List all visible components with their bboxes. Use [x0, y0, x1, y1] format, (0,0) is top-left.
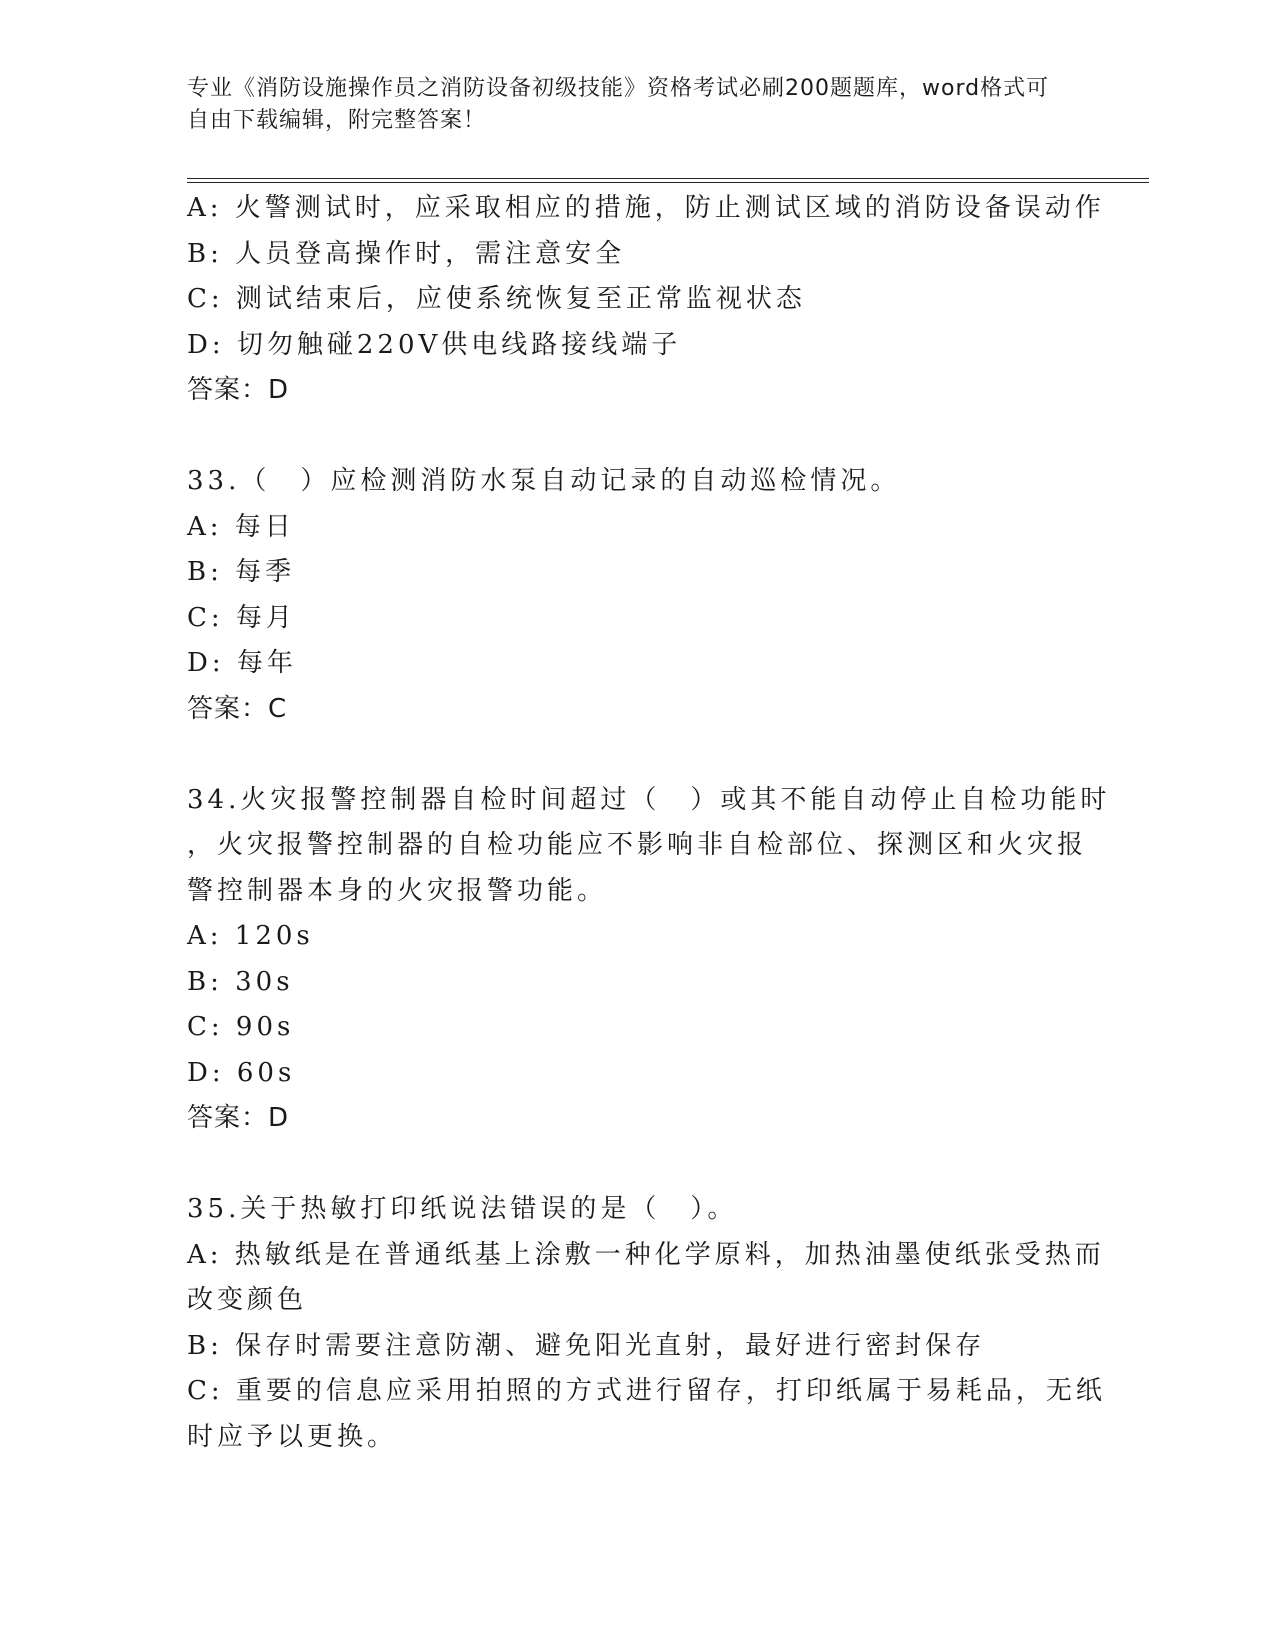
- option-c: C: 90s: [187, 1012, 295, 1042]
- option-a: A: 每日: [187, 511, 295, 542]
- question-text-line-1: 34.火灾报警控制器自检时间超过（ ）或其不能自动停止自检功能时: [187, 784, 1111, 815]
- option-a-line-2: 改变颜色: [187, 1285, 308, 1315]
- option-c: C: 每月: [187, 602, 296, 633]
- option-a-line-1: A: 热敏纸是在普通纸基上涂敷一种化学原料，加热油墨使纸张受热而: [187, 1239, 1105, 1270]
- spacer: [187, 414, 1067, 460]
- option-b: B: 人员登高操作时，需注意安全: [187, 238, 626, 269]
- question-text-line-2: ，火灾报警控制器的自检功能应不影响非自检部位、探测区和火灾报: [187, 830, 1088, 860]
- question-35: [187, 1187, 1106, 1460]
- header-divider: [187, 178, 1149, 183]
- option-a: A: 火警测试时，应采取相应的措施，防止测试区域的消防设备误动作: [187, 193, 1105, 223]
- answer: 答案：D: [187, 1103, 290, 1133]
- option-c: C: 测试结束后，应使系统恢复至正常监视状态: [187, 284, 806, 314]
- question-32: [187, 186, 1105, 414]
- option-d: D: 60s: [187, 1057, 296, 1088]
- question-text-line-3: 警控制器本身的火灾报警功能。: [187, 875, 608, 906]
- option-d: D: 每年: [187, 648, 297, 678]
- question-text: 33.（ ）应检测消防水泵自动记录的自动巡检情况。: [187, 466, 901, 496]
- option-a: A: 120s: [187, 921, 314, 951]
- question-33: [187, 459, 1067, 732]
- question-34: [187, 778, 1111, 1142]
- question-list: [187, 186, 1111, 1460]
- option-c-line-2: 时应予以更换。: [187, 1421, 398, 1452]
- answer: 答案：D: [187, 375, 290, 405]
- spacer: [187, 1142, 1067, 1188]
- header-text: 专业《消防设施操作员之消防设备初级技能》资格考试必刷200题题库，word格式可自由下载编辑，附完整答案！: [187, 76, 1050, 133]
- question-text: 35.关于热敏打印纸说法错误的是（ ）。: [187, 1194, 738, 1224]
- option-b: B: 30s: [187, 966, 294, 997]
- option-b: B: 每季: [187, 557, 296, 587]
- document-header: [187, 73, 1067, 137]
- answer: 答案：C: [187, 693, 288, 724]
- option-c-line-1: C: 重要的信息应采用拍照的方式进行留存，打印纸属于易耗品，无纸: [187, 1376, 1106, 1406]
- spacer: [187, 732, 1067, 778]
- option-d: D: 切勿触碰220V供电线路接线端子: [187, 329, 682, 360]
- option-b: B: 保存时需要注意防潮、避免阳光直射，最好进行密封保存: [187, 1330, 986, 1361]
